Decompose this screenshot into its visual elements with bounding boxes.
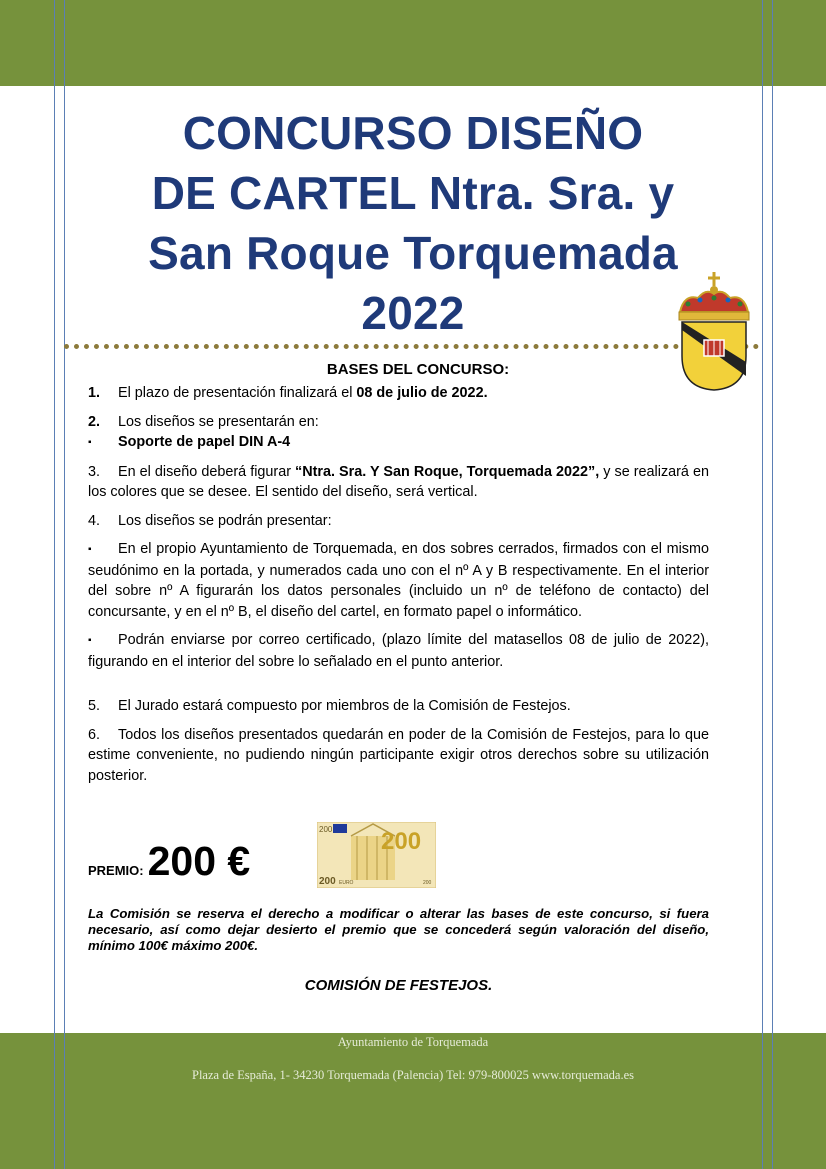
item-number: 2. — [88, 413, 101, 430]
prize-amount: 200 € — [147, 838, 251, 884]
list-item — [88, 511, 709, 532]
item-text: En el propio Ayuntamiento de Torquemada, en dos sobres cerrados, firmados con el mismo seudónimo en la portada, y numerados cada uno con el nº A y B respectivamente. En el interior del sobre nº A figurarán los datos personales (incluido un nº de teléfono de contacto) del concursante, y en el nº B, el diseño del cartel, en formato papel o informático. — [88, 541, 709, 620]
list-item — [88, 432, 709, 454]
item-text: Podrán enviarse por correo certificado, (plazo límite del matasellos 08 de julio de 2022), figurando en el interior del sobre lo señalado en el punto anterior. — [88, 632, 709, 670]
banknote-icon — [317, 822, 436, 888]
list-item — [88, 462, 709, 503]
item-text: El Jurado estará compuesto por miembros de la Comisión de Festejos. — [118, 698, 571, 714]
title-line: 2022 — [361, 287, 465, 339]
item-text: Los diseños se podrán presentar: — [118, 512, 332, 529]
bullet-icon: ▪ — [88, 635, 92, 646]
item-bold-text: “Ntra. Sra. Y San Roque, Torquemada 2022”, — [295, 463, 600, 480]
item-text: Todos los diseños presentados quedarán en poder de la Comisión de Festejos, para lo que estime conveniente, no pudiendo ningún participante exigir otros derechos sobre su utilización posterior. — [88, 726, 709, 784]
list-item — [88, 412, 709, 433]
list-item — [88, 539, 709, 622]
item-text: Los diseños se presentarán en: — [118, 413, 319, 430]
banknote-value: 200 — [423, 880, 432, 886]
coat-of-arms-icon — [674, 270, 754, 394]
title-line: DE CARTEL Ntra. Sra. y — [151, 167, 675, 219]
item-number: 3. — [88, 463, 101, 480]
margin-line — [772, 0, 773, 1169]
footer-address: Plaza de España, 1- 34230 Torquemada (Palencia) Tel: 979-800025 www.torquemada.es — [192, 1068, 634, 1082]
title-line: San Roque Torquemada — [148, 227, 678, 279]
banknote-value: 200 — [381, 828, 422, 855]
list-item — [88, 696, 709, 717]
banknote-currency: EURO — [339, 880, 354, 886]
item-bold-text: Soporte de papel DIN A-4 — [118, 434, 291, 450]
list-item — [88, 725, 709, 787]
prize-label: PREMIO: — [88, 863, 144, 878]
item-number: 5. — [88, 698, 101, 714]
bullet-icon: ▪ — [88, 437, 92, 448]
list-item — [88, 630, 709, 672]
margin-line — [762, 0, 763, 1169]
banknote-value: 200 — [319, 876, 336, 887]
page-title — [70, 103, 756, 343]
item-number: 4. — [88, 512, 101, 529]
dotted-divider — [64, 344, 759, 349]
banknote-value: 200 — [319, 825, 333, 834]
item-text: En el diseño deberá figurar — [118, 463, 296, 480]
item-text: y se realizará en los colores que se desee. El sentido del diseño, será vertical. — [88, 463, 709, 500]
list-item — [88, 383, 709, 404]
disclaimer-note: La Comisión se reserva el derecho a modificar o alterar las bases de este concurso, si fuera necesario, así como dejar desierto el premio que se concederá según valoración del diseño, mínimo 100€ máximo 200€. — [88, 906, 709, 953]
title-line: CONCURSO DISEÑO — [182, 107, 644, 159]
signature: COMISIÓN DE FESTEJOS. — [304, 977, 493, 994]
section-heading: BASES DEL CONCURSO: — [326, 361, 510, 378]
item-number: 1. — [88, 385, 101, 401]
rules-list — [88, 383, 709, 794]
spacer — [88, 680, 709, 696]
item-number: 6. — [88, 726, 101, 743]
margin-line — [54, 0, 55, 1169]
item-text: El plazo de presentación finalizará el — [118, 385, 357, 401]
item-bold-text: 08 de julio de 2022. — [356, 385, 488, 401]
footer-organization: Ayuntamiento de Torquemada — [337, 1035, 489, 1049]
prize — [88, 838, 250, 885]
bullet-icon: ▪ — [88, 544, 92, 555]
